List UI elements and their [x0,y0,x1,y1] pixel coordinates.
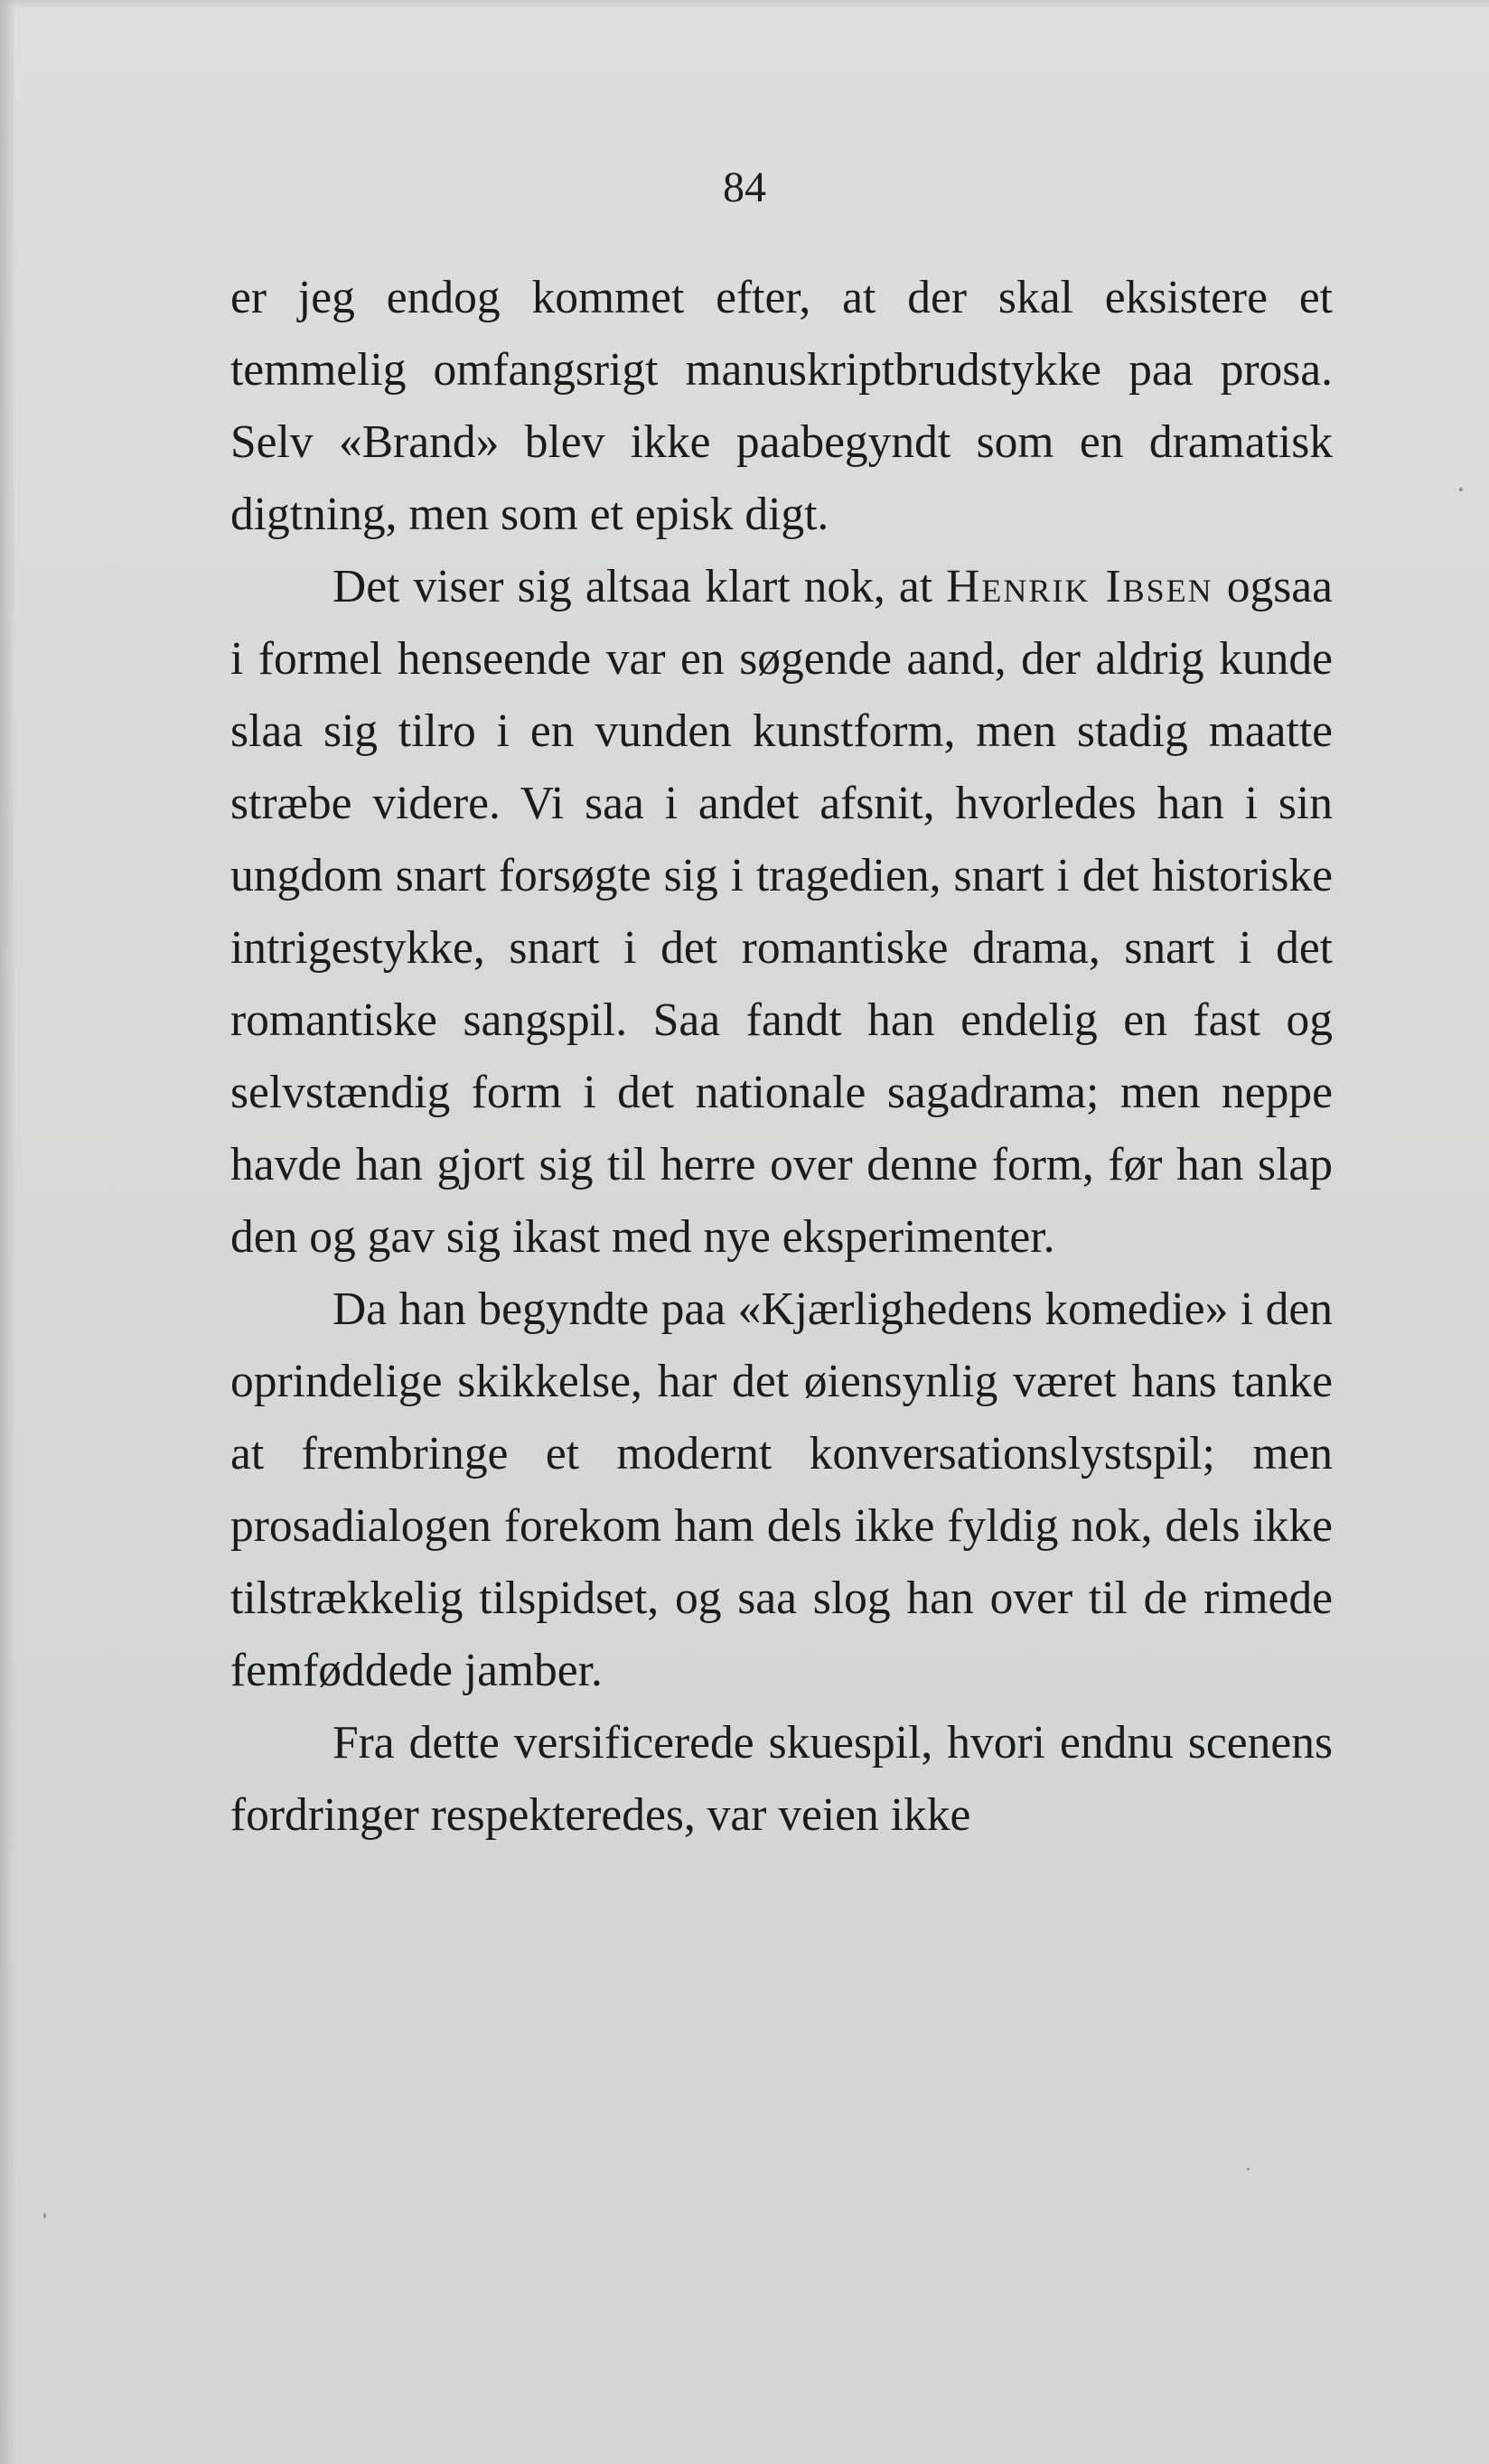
paragraph-2-text-rest: ogsaa i formel henseende var en søgende aand, der aldrig kunde slaa sig tilro i en vunden kunstform, men stadig maatte stræbe videre. Vi saa i andet afsnit, hvorledes han i sin ungdom snart forsøgte sig i tragedien, snart i det historiske intrigestykke, snart i det romantiske drama, snart i det romantiske sangspil. Saa fandt han endelig en fast og selvstændig form i det nationale sagadrama; men neppe havde han gjort sig til herre over denne form, før han slap den og gav sig ikast med nye eksperimenter. [230,561,1333,1263]
paragraph-2-text-start: Det viser sig altsaa klart nok, at [332,561,947,612]
body-text [230,262,1333,1852]
author-name: Henrik Ibsen [946,561,1213,612]
page-gutter-shadow [0,0,16,2464]
paragraph-1 [230,262,1333,551]
paper-speck [1247,2168,1250,2170]
paragraph-3-text: Da han begyndte paa «Kjærlighedens komedie» i den oprindelige skikkelse, har det øiensynlig været hans tanke at frembringe et modernt konversationslystspil; men prosadialogen forekom ham dels ikke fyldig nok, dels ikke tilstrækkelig tilspidset, og saa slog han over til de rimede femføddede jamber. [230,1283,1333,1696]
page-top-edge [0,0,1489,9]
page-number: 84 [723,163,766,211]
paragraph-1-text: er jeg endog kommet efter, at der skal eksistere et temmelig omfangsrigt manuskriptbrudstykke paa prosa. Selv «Brand» blev ikke paabegyndt som en dramatisk digtning, men som et episk digt. [230,272,1333,540]
paper-speck [43,2213,46,2218]
paragraph-3 [230,1274,1333,1707]
paragraph-4-text: Fra dette versificerede skuespil, hvori endnu scenens fordringer respekteredes, var veien ikke [230,1717,1333,1841]
paragraph-2 [230,551,1333,1274]
paragraph-4 [230,1707,1333,1852]
paper-speck [1459,488,1463,491]
